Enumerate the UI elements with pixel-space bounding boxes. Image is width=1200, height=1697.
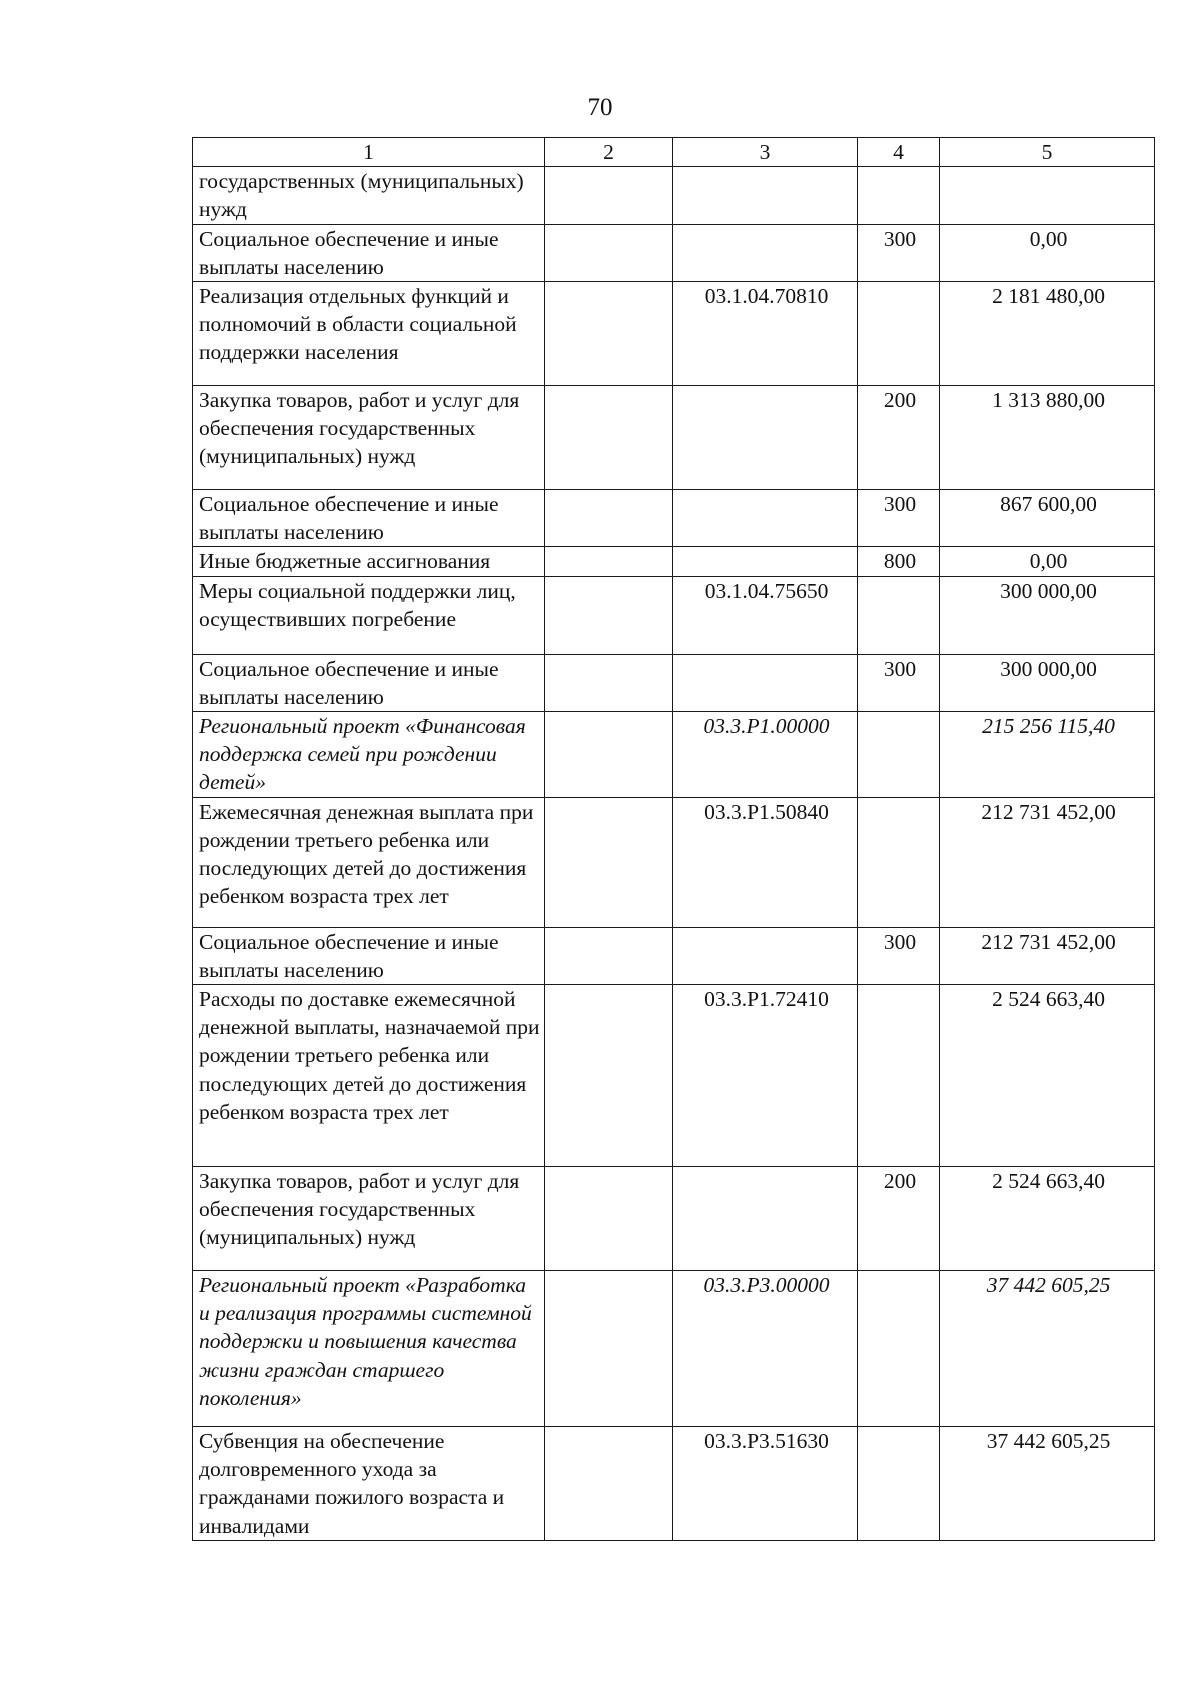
- row-name-cell: Субвенция на обеспечение долговременного ухода за гражданами пожилого возраста и инвалидами: [193, 1427, 545, 1541]
- row-type-cell: [858, 985, 940, 1167]
- row-code-cell: [673, 224, 858, 281]
- table-row: [193, 547, 1155, 576]
- table-row: [193, 712, 1155, 798]
- column-header: 3: [673, 138, 858, 167]
- row-amount-cell: 2 524 663,40: [940, 1167, 1155, 1271]
- row-type-cell: 300: [858, 927, 940, 984]
- row-code-cell: 03.3.P1.00000: [673, 712, 858, 798]
- row-type-cell: 200: [858, 386, 940, 490]
- table-row: [193, 797, 1155, 927]
- row-type-cell: [858, 576, 940, 654]
- row-code-cell: 03.3.P1.72410: [673, 985, 858, 1167]
- row-amount-cell: 212 731 452,00: [940, 927, 1155, 984]
- row-code-cell: [673, 927, 858, 984]
- row-code-cell: [673, 490, 858, 547]
- row-code-cell: [673, 167, 858, 224]
- row-code-cell: [673, 1167, 858, 1271]
- table-row: [193, 985, 1155, 1167]
- row-col2-cell: [545, 797, 673, 927]
- table-row: [193, 1271, 1155, 1427]
- row-amount-cell: 37 442 605,25: [940, 1271, 1155, 1427]
- row-col2-cell: [545, 712, 673, 798]
- row-col2-cell: [545, 927, 673, 984]
- row-amount-cell: 0,00: [940, 224, 1155, 281]
- row-col2-cell: [545, 985, 673, 1167]
- table-row: [193, 1167, 1155, 1271]
- row-type-cell: [858, 797, 940, 927]
- row-amount-cell: 215 256 115,40: [940, 712, 1155, 798]
- row-name-cell: Расходы по доставке ежемесячной денежной выплаты, назначаемой при рождении третьего ребенка или последующих детей до достижения ребенком возраста трех лет: [193, 985, 545, 1167]
- row-col2-cell: [545, 1167, 673, 1271]
- table-body: [193, 167, 1155, 1541]
- row-type-cell: 300: [858, 224, 940, 281]
- row-amount-cell: 0,00: [940, 547, 1155, 576]
- table-row: [193, 1427, 1155, 1541]
- column-header: 2: [545, 138, 673, 167]
- row-code-cell: 03.3.P3.51630: [673, 1427, 858, 1541]
- row-code-cell: 03.1.04.70810: [673, 282, 858, 386]
- row-col2-cell: [545, 654, 673, 711]
- row-col2-cell: [545, 576, 673, 654]
- table-row: [193, 576, 1155, 654]
- table-row: [193, 386, 1155, 490]
- row-col2-cell: [545, 386, 673, 490]
- row-col2-cell: [545, 490, 673, 547]
- table-row: [193, 654, 1155, 711]
- row-amount-cell: 1 313 880,00: [940, 386, 1155, 490]
- row-name-cell: Реализация отдельных функций и полномочий в области социальной поддержки населения: [193, 282, 545, 386]
- row-name-cell: Социальное обеспечение и иные выплаты населению: [193, 490, 545, 547]
- row-code-cell: 03.3.P1.50840: [673, 797, 858, 927]
- row-type-cell: [858, 1271, 940, 1427]
- row-amount-cell: 212 731 452,00: [940, 797, 1155, 927]
- row-name-cell: государственных (муниципальных) нужд: [193, 167, 545, 224]
- row-type-cell: 200: [858, 1167, 940, 1271]
- row-code-cell: [673, 386, 858, 490]
- row-amount-cell: 300 000,00: [940, 654, 1155, 711]
- row-col2-cell: [545, 547, 673, 576]
- table-header-row: [193, 138, 1155, 167]
- row-amount-cell: 2 181 480,00: [940, 282, 1155, 386]
- row-amount-cell: [940, 167, 1155, 224]
- table-row: [193, 224, 1155, 281]
- row-name-cell: Меры социальной поддержки лиц, осуществивших погребение: [193, 576, 545, 654]
- row-amount-cell: 2 524 663,40: [940, 985, 1155, 1167]
- row-name-cell: Ежемесячная денежная выплата при рождении третьего ребенка или последующих детей до достижения ребенком возраста трех лет: [193, 797, 545, 927]
- row-name-cell: Закупка товаров, работ и услуг для обеспечения государственных (муниципальных) нужд: [193, 1167, 545, 1271]
- row-code-cell: [673, 654, 858, 711]
- row-name-cell: Социальное обеспечение и иные выплаты населению: [193, 927, 545, 984]
- row-code-cell: 03.3.P3.00000: [673, 1271, 858, 1427]
- table-row: [193, 282, 1155, 386]
- page-number: 70: [587, 94, 613, 121]
- row-col2-cell: [545, 224, 673, 281]
- column-header: 4: [858, 138, 940, 167]
- row-name-cell: Социальное обеспечение и иные выплаты населению: [193, 224, 545, 281]
- row-col2-cell: [545, 167, 673, 224]
- row-type-cell: 300: [858, 490, 940, 547]
- row-col2-cell: [545, 1427, 673, 1541]
- table-row: [193, 490, 1155, 547]
- row-type-cell: 300: [858, 654, 940, 711]
- row-col2-cell: [545, 1271, 673, 1427]
- row-name-cell: Закупка товаров, работ и услуг для обеспечения государственных (муниципальных) нужд: [193, 386, 545, 490]
- row-type-cell: 800: [858, 547, 940, 576]
- row-code-cell: 03.1.04.75650: [673, 576, 858, 654]
- column-header: 5: [940, 138, 1155, 167]
- row-name-cell: Социальное обеспечение и иные выплаты населению: [193, 654, 545, 711]
- budget-table: [192, 137, 1155, 1541]
- row-name-cell: Иные бюджетные ассигнования: [193, 547, 545, 576]
- row-type-cell: [858, 1427, 940, 1541]
- row-name-cell: Региональный проект «Финансовая поддержка семей при рождении детей»: [193, 712, 545, 798]
- row-type-cell: [858, 282, 940, 386]
- row-amount-cell: 300 000,00: [940, 576, 1155, 654]
- row-col2-cell: [545, 282, 673, 386]
- table-row: [193, 167, 1155, 224]
- column-header: 1: [193, 138, 545, 167]
- row-code-cell: [673, 547, 858, 576]
- row-type-cell: [858, 167, 940, 224]
- table-row: [193, 927, 1155, 984]
- row-type-cell: [858, 712, 940, 798]
- row-amount-cell: 867 600,00: [940, 490, 1155, 547]
- row-amount-cell: 37 442 605,25: [940, 1427, 1155, 1541]
- row-name-cell: Региональный проект «Разработка и реализация программы системной поддержки и повышения качества жизни граждан старшего поколения»: [193, 1271, 545, 1427]
